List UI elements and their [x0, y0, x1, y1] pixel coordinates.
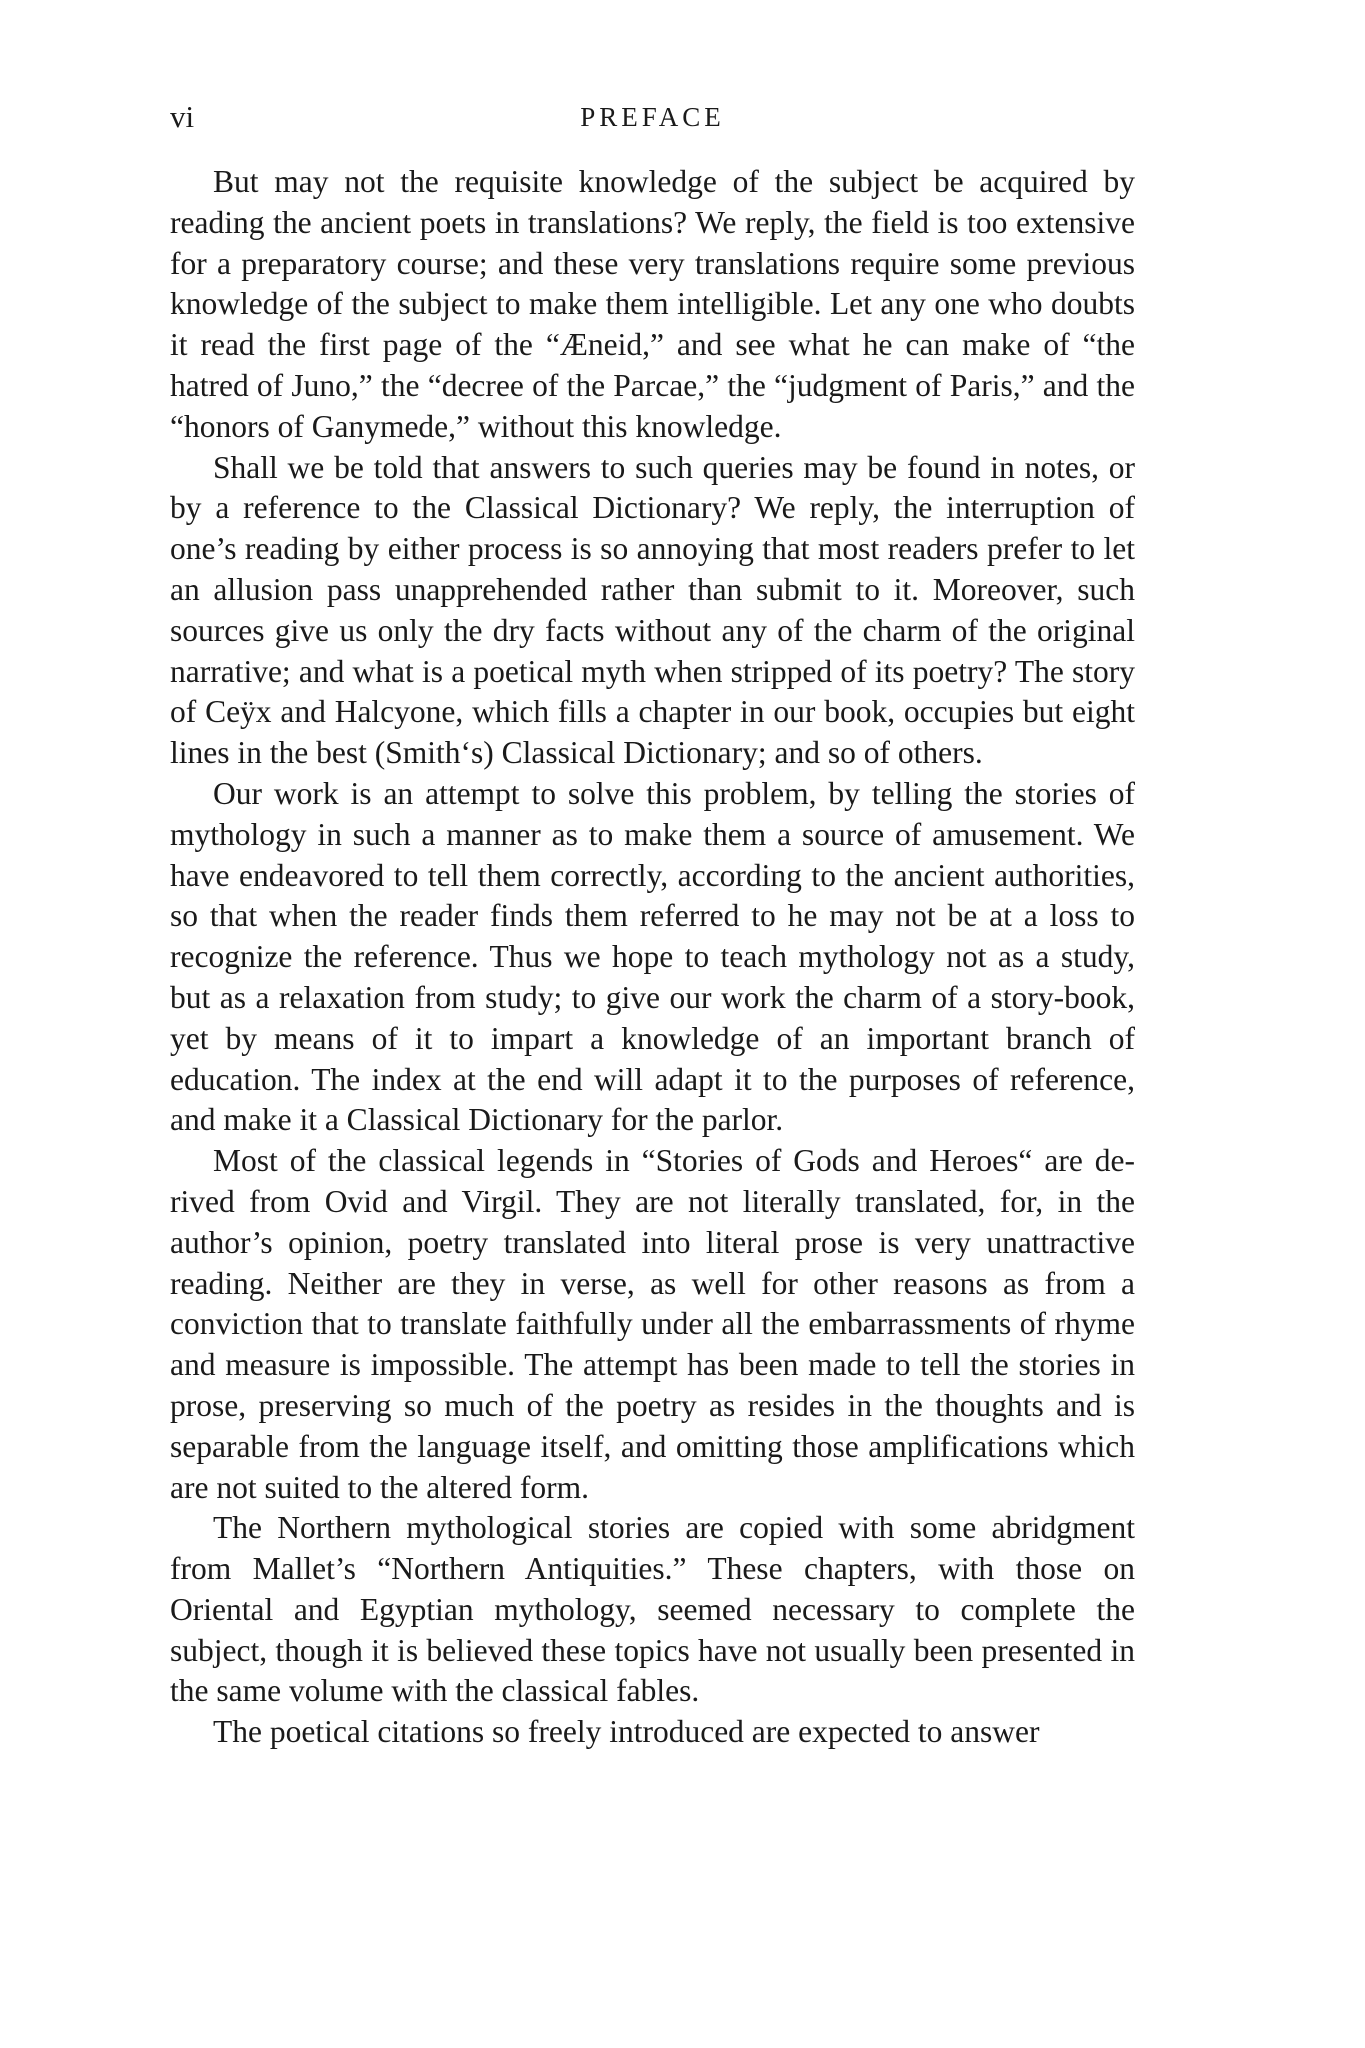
paragraph-3: Our work is an attempt to solve this problem, by telling the stories of mythology in such a manner as to make them a source of amusement. We have endeavored to tell them correctly, according to the ancient authorities, so that when the reader finds them referred to he may not be at a loss to recognize the reference. Thus we hope to teach mythology not as a study, but as a relaxation from study; to give our work the charm of a story-book, yet by means of it to impart a knowledge of an important branch of education. The index at the end will adapt it to the purposes of reference, and make it a Classical Dictionary for the parlor.: [170, 775, 1135, 1138]
paragraph-5: The Northern mythological stories are copied with some abridgment from Mallet’s “Northern Antiquities.” These chapters, with those on Oriental and Egyptian mythology, seemed necessary to complete the subject, though it is believed these topics have not usually been presented in the same volume with the classical fables.: [170, 1510, 1135, 1709]
page-header: [170, 92, 1135, 142]
paragraph-4: Most of the classical legends in “Stories of Gods and Heroes“ are derived from Ovid and Virgil. They are not literally translated, for, in the author’s opinion, poetry translated into literal prose is very unattractive reading. Neither are they in verse, as well for other reasons as from a conviction that to translate faithfully under all the embarrassments of rhyme and measure is impossible. The attempt has been made to tell the stories in prose, preserving so much of the poetry as resides in the thoughts and is separable from the language itself, and omitting those amplifications which are not suited to the altered form.: [170, 1143, 1135, 1505]
paragraph-2: Shall we be told that answers to such queries may be found in notes, or by a reference to the Classical Dictionary? We reply, the interruption of one’s reading by either process is so annoying that most readers prefer to let an allusion pass unapprehended rather than submit to it. Moreover, such sources give us only the dry facts without any of the charm of the original narrative; and what is a poetical myth when stripped of its poetry? The story of Ceÿx and Halcyone, which fills a chapter in our book, occupies but eight lines in the best (Smith‘s) Classical Dictionary; and so of others.: [170, 449, 1135, 771]
paragraph-1: But may not the requisite knowledge of the subject be acquired by reading the ancient poets in translations? We reply, the field is too extensive for a preparatory course; and these very translations require some previous knowledge of the subject to make them intelligible. Let any one who doubts it read the first page of the “Æneid,” and see what he can make of “the hatred of Juno,” the “decree of the Parcae,” the “judgment of Paris,” and the “honors of Ganymede,” without this knowledge.: [170, 164, 1135, 444]
running-head: PREFACE: [580, 102, 725, 132]
paragraph-6: The poetical citations so freely introduced are expected to answer: [213, 1714, 1040, 1750]
body-text: [170, 162, 1135, 1753]
page-number: vi: [170, 99, 195, 134]
